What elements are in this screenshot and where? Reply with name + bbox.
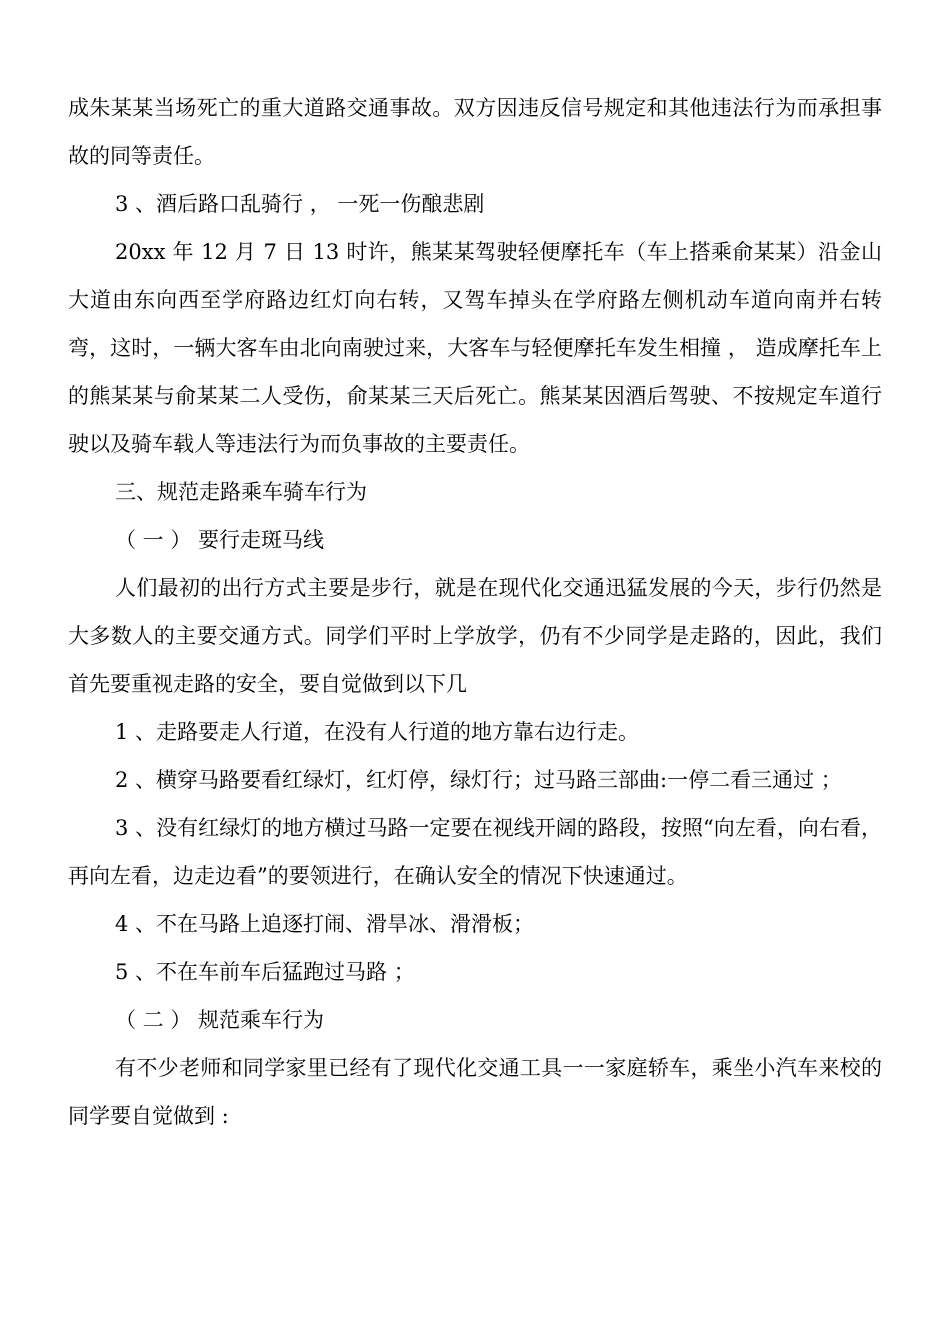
paragraph-case-3: 20xx 年 12 月 7 日 13 时许，熊某某驾驶轻便摩托车（车上搭乘俞某某）沿金山大道由东向西至学府路边红灯向右转，又驾车掉头在学府路左侧机动车道向南并右转弯，这时，一辆大客车由北向南驶过来，大客车与轻便摩托车发生相撞 ， 造成摩托车上的熊某某与俞某某二人受伤，俞某某三天后死亡。熊某某因酒后驾驶、不按规定车道行驶以及骑车载人等违法行为而负事故的主要责任。 xyxy=(68,240,882,456)
heading-case-3: 3 、酒后路口乱骑行 ， 一死一伤酿悲剧 xyxy=(115,192,485,216)
list-item-4: 4 、不在马路上追逐打闹、滑旱冰、滑滑板； xyxy=(115,912,535,936)
subheading-1: （ 一 ） 要行走斑马线 xyxy=(115,528,325,552)
list-item-2: 2 、横穿马路要看红绿灯，红灯停，绿灯行；过马路三部曲:一停二看三通过 ； xyxy=(115,768,842,792)
list-item-3: 3 、没有红绿灯的地方横过马路一定要在视线开阔的路段，按照“向左看，向右看，再向左看，边走边看”的要领进行，在确认安全的情况下快速通过。 xyxy=(68,816,882,888)
subheading-2: （ 二 ） 规范乘车行为 xyxy=(115,1008,325,1032)
list-item-1: 1 、走路要走人行道，在没有人行道的地方靠右边行走。 xyxy=(115,720,640,744)
paragraph-walking: 人们最初的出行方式主要是步行，就是在现代化交通迅猛发展的今天，步行仍然是大多数人的主要交通方式。同学们平时上学放学，仍有不少同学是走路的，因此，我们首先要重视走路的安全，要自觉做到以下几 xyxy=(68,576,882,696)
paragraph-riding: 有不少老师和同学家里已经有了现代化交通工具一一家庭轿车，乘坐小汽车来校的同学要自觉做到 : xyxy=(68,1056,882,1128)
section-heading-3: 三、规范走路乘车骑车行为 xyxy=(115,480,367,504)
list-item-5: 5 、不在车前车后猛跑过马路 ； xyxy=(115,960,415,984)
paragraph-accident-2-end: 成朱某某当场死亡的重大道路交通事故。双方因违反信号规定和其他违法行为而承担事故的同等责任。 xyxy=(68,96,882,168)
